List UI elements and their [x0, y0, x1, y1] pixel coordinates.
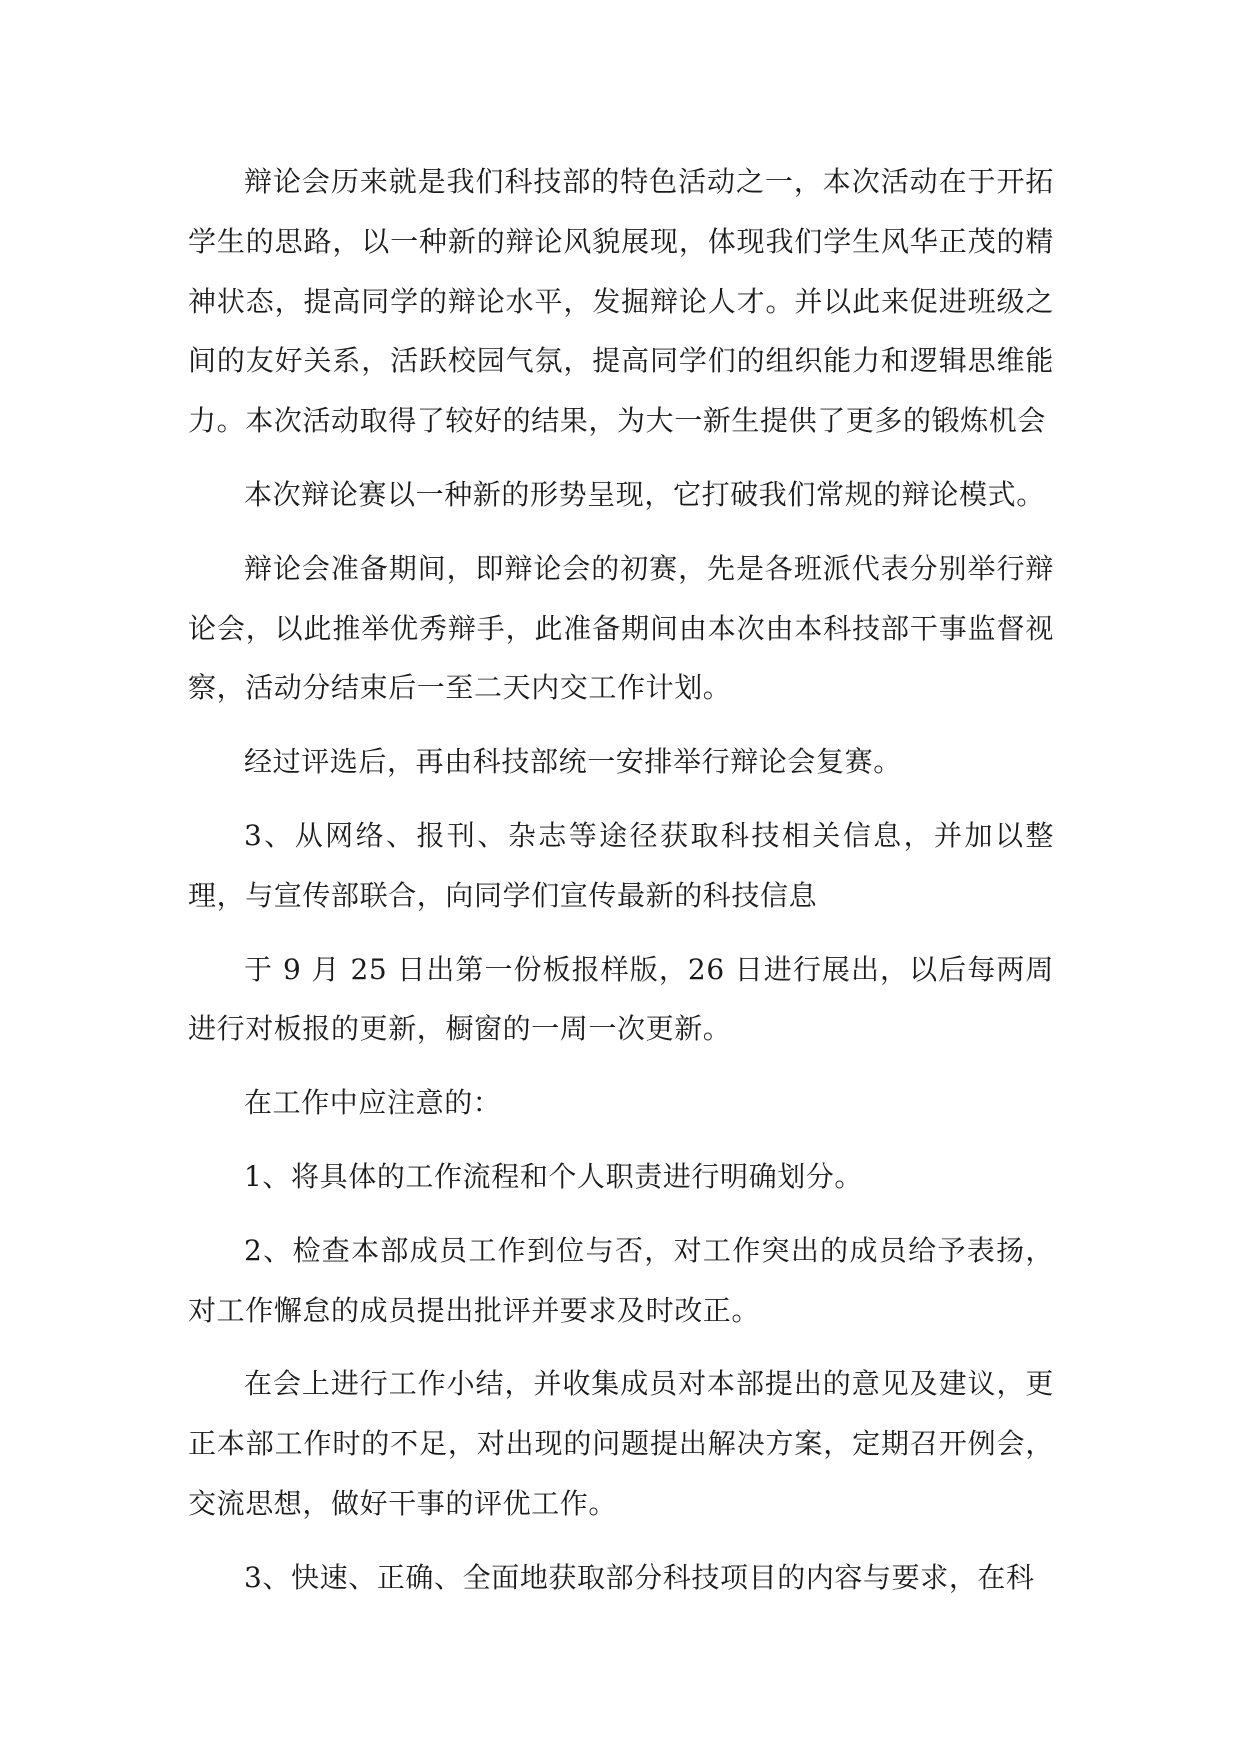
paragraph-summary: 在会上进行工作小结，并收集成员对本部提出的意见及建议，更正本部工作时的不足，对出现的问题提出解决方案，定期召开例会，交流思想，做好干事的评优工作。: [188, 1367, 1054, 1520]
paragraph-new-format: 本次辩论赛以一种新的形势呈现，它打破我们常规的辩论模式。: [244, 477, 1045, 511]
paragraph-item-3-info: 3、从网络、报刊、杂志等途径获取科技相关信息，并加以整理，与宣传部联合，向同学们宣传最新的科技信息: [188, 818, 1054, 912]
paragraph-debate-intro: 辩论会历来就是我们科技部的特色活动之一，本次活动在于开拓学生的思路，以一种新的辩论风貌展现，体现我们学生风华正茂的精神状态，提高同学的辩论水平，发掘辩论人才。并以此来促进班级之间的友好关系，活跃校园气氛，提高同学们的组织能力和逻辑思维能力。本次活动取得了较好的结果，为大一新生提供了更多的锻炼机会: [188, 165, 1054, 438]
paragraph-item-2: 2、检查本部成员工作到位与否，对工作突出的成员给予表扬，对工作懈怠的成员提出批评并要求及时改正。: [188, 1233, 1054, 1327]
paragraph-semifinal: 经过评选后，再由科技部统一安排举行辩论会复赛。: [244, 745, 902, 779]
paragraph-notes-heading: 在工作中应注意的：: [244, 1086, 502, 1120]
paragraph-item-3-projects: 3、快速、正确、全面地获取部分科技项目的内容与要求，在科: [244, 1560, 1035, 1594]
paragraph-item-1: 1、将具体的工作流程和个人职责进行明确划分。: [244, 1159, 864, 1193]
document-body: [188, 152, 1054, 1622]
paragraph-preparation: 辩论会准备期间，即辩论会的初赛，先是各班派代表分别举行辩论会，以此推举优秀辩手，此准备期间由本次由本科技部干事监督视察，活动分结束后一至二天内交工作计划。: [188, 551, 1054, 705]
paragraph-blackboard: 于 9 月 25 日出第一份板报样版，26 日进行展出，以后每两周进行对板报的更新，橱窗的一周一次更新。: [188, 952, 1054, 1046]
